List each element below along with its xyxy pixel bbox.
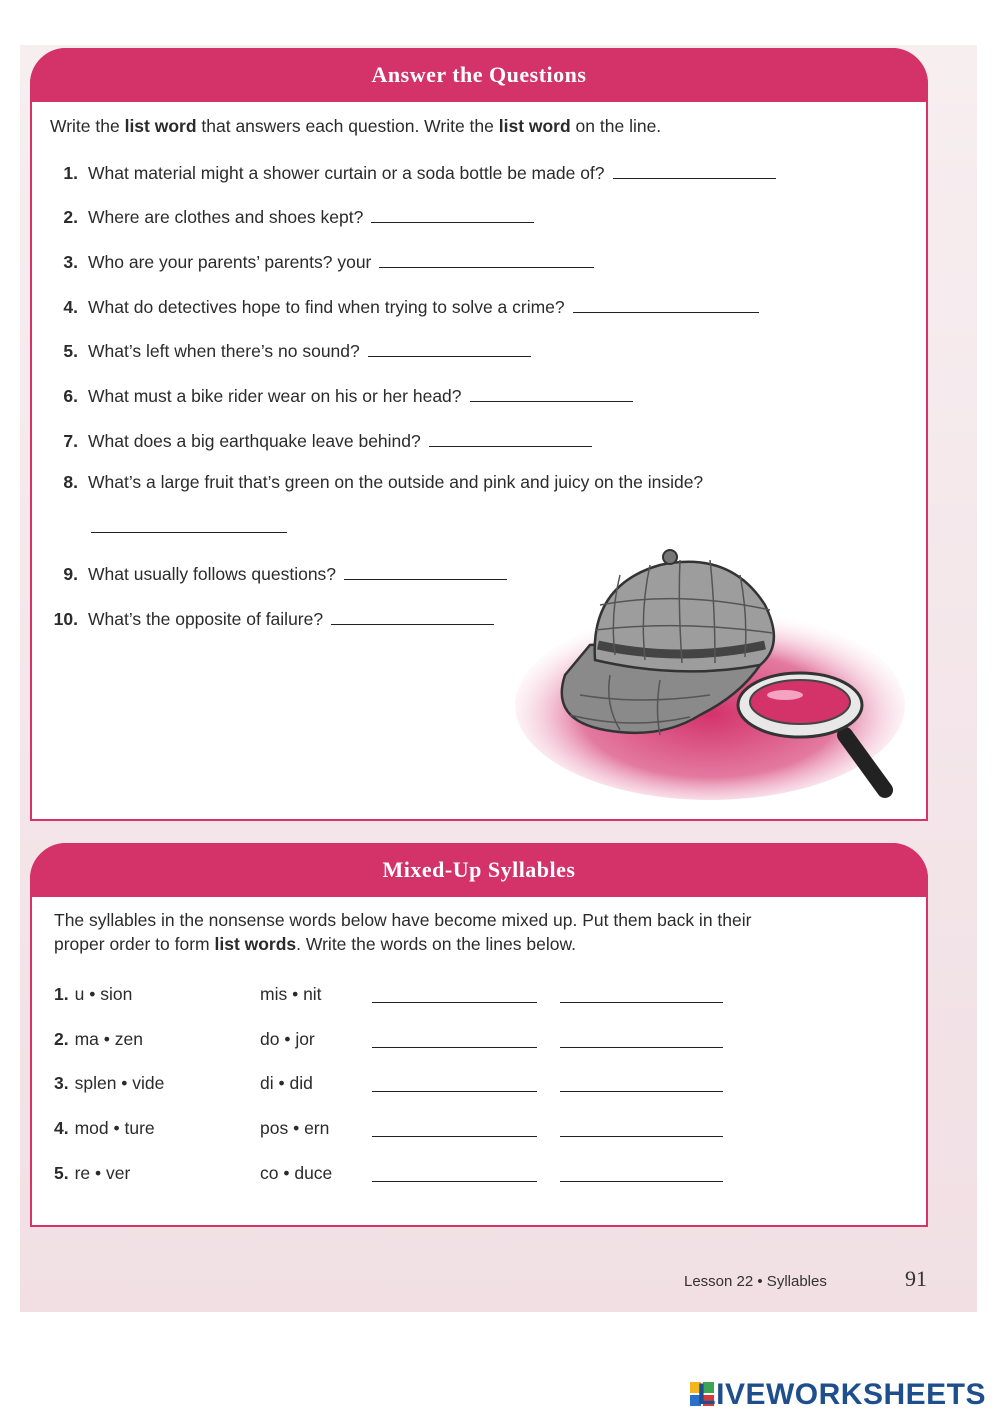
mixed-up-syllables-panel	[30, 843, 928, 1227]
question-1: 1. What material might a shower curtain or a soda bottle be made of?	[50, 160, 776, 184]
section2-instructions: The syllables in the nonsense words below have become mixed up. Put them back in their proper order to form list words. Write the words on the lines below.	[54, 910, 752, 954]
answer-line[interactable]	[371, 204, 534, 223]
answer-line[interactable]	[372, 1046, 537, 1048]
answer-line[interactable]	[560, 1001, 723, 1003]
question-6: 6. What must a bike rider wear on his or her head?	[50, 383, 633, 407]
question-3: 3. Who are your parents’ parents? your	[50, 249, 594, 273]
answer-line[interactable]	[91, 531, 287, 533]
answer-line[interactable]	[573, 294, 759, 313]
answer-line[interactable]	[379, 249, 594, 268]
answer-line[interactable]	[372, 1180, 537, 1182]
lens-highlight	[767, 690, 803, 700]
syllable-row-2: 2. ma • zen	[54, 1029, 143, 1049]
section-title-mixed-up-syllables: Mixed-Up Syllables	[30, 843, 928, 897]
syllable-row-5: 5. re • ver	[54, 1163, 131, 1183]
answer-line[interactable]	[368, 338, 531, 357]
question-8: 8. What’s a large fruit that’s green on the outside and pink and juicy on the inside?	[63, 472, 704, 492]
question-4: 4. What do detectives hope to find when trying to solve a crime?	[50, 294, 759, 318]
syllable-row-3-b: di • did	[260, 1073, 313, 1093]
answer-line[interactable]	[372, 1135, 537, 1137]
hat-button	[663, 550, 677, 564]
answer-line[interactable]	[372, 1001, 537, 1003]
answer-line[interactable]	[613, 160, 776, 179]
detective-hat-magnifier-illustration	[510, 545, 910, 810]
answer-line[interactable]	[331, 606, 494, 625]
syllable-row-2-b: do • jor	[260, 1029, 315, 1049]
section-title-answer-questions: Answer the Questions	[30, 48, 928, 102]
answer-line[interactable]	[470, 383, 633, 402]
syllable-row-1-b: mis • nit	[260, 984, 322, 1004]
question-10: 10. What’s the opposite of failure?	[50, 606, 494, 630]
syllable-row-4: 4. mod • ture	[54, 1118, 155, 1138]
syllable-row-3: 3. splen • vide	[54, 1073, 165, 1093]
syllable-row-4-b: pos • ern	[260, 1118, 330, 1138]
answer-line[interactable]	[560, 1135, 723, 1137]
syllable-row-5-b: co • duce	[260, 1163, 333, 1183]
magnifier-lens	[750, 680, 850, 724]
syllable-row-1: 1. u • sion	[54, 984, 133, 1004]
answer-line[interactable]	[560, 1090, 723, 1092]
lesson-label: Lesson 22 • Syllables	[684, 1273, 827, 1290]
question-5: 5. What’s left when there’s no sound?	[50, 338, 531, 362]
page-number: 91	[905, 1266, 927, 1291]
answer-line[interactable]	[344, 561, 507, 580]
section1-instructions: Write the list word that answers each question. Write the list word on the line.	[50, 116, 662, 136]
answer-line[interactable]	[560, 1046, 723, 1048]
answer-line[interactable]	[560, 1180, 723, 1182]
liveworksheets-logo: LIVEWORKSHEETS	[697, 1378, 986, 1411]
question-2: 2. Where are clothes and shoes kept?	[50, 204, 534, 228]
question-7: 7. What does a big earthquake leave behind?	[50, 428, 592, 452]
answer-line[interactable]	[372, 1090, 537, 1092]
answer-line[interactable]	[429, 428, 592, 447]
question-9: 9. What usually follows questions?	[50, 561, 507, 585]
